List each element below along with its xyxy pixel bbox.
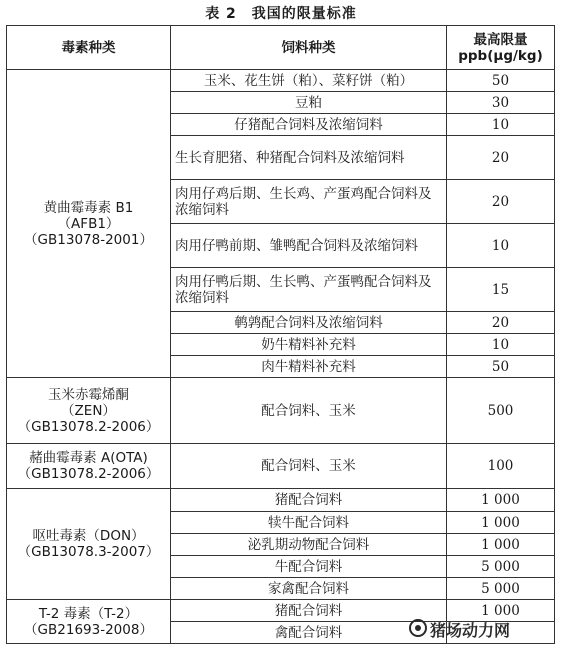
watermark-logo-icon: [408, 618, 428, 638]
table-row: [7, 444, 555, 489]
limit-cell: 20: [447, 312, 555, 334]
feed-cell: 配合饲料、玉米: [171, 378, 447, 444]
header-limit: [447, 26, 555, 70]
header-feed: 饲料种类: [171, 26, 447, 70]
feed-cell: 肉用仔鸭后期、生长鸭、产蛋鸭配合饲料及浓缩饲料: [171, 268, 447, 312]
limit-cell: 10: [447, 334, 555, 356]
toxin-cell-t2: [7, 600, 171, 644]
limit-cell: 30: [447, 92, 555, 114]
limit-cell: 1 000: [447, 512, 555, 534]
feed-cell: 牛配合饲料: [171, 556, 447, 578]
toxin-abbr: （AFB1）: [57, 215, 120, 232]
table-caption: 表 2 我国的限量标准: [205, 6, 357, 22]
toxin-standard: （GB21693-2008）: [24, 621, 153, 638]
limit-cell: 1 000: [447, 534, 555, 556]
toxin-standard: （GB13078.3-2007）: [17, 544, 160, 560]
toxin-standard: （GB13078.2-2006）: [17, 418, 160, 435]
header-limit-line1: 最高限量: [473, 31, 528, 48]
table-row: [7, 489, 555, 512]
table-row: [7, 378, 555, 444]
feed-cell: 奶牛精料补充料: [171, 334, 447, 356]
limit-cell: 20: [447, 136, 555, 180]
toxin-abbr: （ZEN）: [61, 402, 116, 419]
header-row: [7, 26, 555, 70]
limit-cell: 500: [447, 378, 555, 444]
feed-cell: 泌乳期动物配合饲料: [171, 534, 447, 556]
header-toxin: 毒素种类: [7, 26, 171, 70]
feed-cell: 猪配合饲料: [171, 600, 447, 622]
feed-cell: 禽配合饲料: [171, 622, 447, 644]
toxin-cell-don: [7, 489, 171, 600]
limit-cell: 15: [447, 268, 555, 312]
toxin-name: 呕吐毒素（DON）: [32, 528, 145, 544]
feed-cell: 生长育肥猪、种猪配合饲料及浓缩饲料: [171, 136, 447, 180]
toxin-name: 黄曲霉毒素 B1: [43, 199, 134, 216]
toxin-standard: （GB13078.2-2006）: [17, 466, 160, 482]
feed-cell: 肉用仔鸭前期、雏鸭配合饲料及浓缩饲料: [171, 224, 447, 268]
limits-table: [6, 25, 555, 644]
limit-cell: 50: [447, 70, 555, 92]
feed-cell: 肉牛精料补充料: [171, 356, 447, 378]
limit-cell: 5 000: [447, 556, 555, 578]
toxin-name: T-2 毒素（T-2）: [38, 605, 139, 622]
limit-cell: 100: [447, 444, 555, 489]
toxin-cell-zen: [7, 378, 171, 444]
feed-cell: 仔猪配合饲料及浓缩饲料: [171, 114, 447, 136]
limit-cell: 10: [447, 114, 555, 136]
feed-cell: 家禽配合饲料: [171, 578, 447, 600]
limit-cell: 10: [447, 224, 555, 268]
limit-cell: 5 000: [447, 578, 555, 600]
toxin-standard: （GB13078-2001）: [24, 231, 153, 248]
feed-cell: 豆粕: [171, 92, 447, 114]
watermark-text: 猪场动力网: [430, 621, 511, 640]
table-row: [7, 70, 555, 92]
feed-cell: 肉用仔鸡后期、生长鸡、产蛋鸡配合饲料及浓缩饲料: [171, 180, 447, 224]
limit-cell: 1 000: [447, 600, 555, 622]
toxin-cell-afb1: [7, 70, 171, 378]
limit-cell: 20: [447, 180, 555, 224]
feed-cell: 配合饲料、玉米: [171, 444, 447, 489]
feed-cell: 犊牛配合饲料: [171, 512, 447, 534]
feed-cell: 鹌鹑配合饲料及浓缩饲料: [171, 312, 447, 334]
toxin-cell-ota: [7, 444, 171, 489]
feed-cell: 玉米、花生饼（粕）、菜籽饼（粕）: [171, 70, 447, 92]
limit-cell: 1 000: [447, 489, 555, 512]
feed-cell: 猪配合饲料: [171, 489, 447, 512]
toxin-name: 赭曲霉毒素 A(OTA): [29, 450, 148, 466]
limit-cell: 50: [447, 356, 555, 378]
header-limit-line2: ppb(μg/kg): [458, 47, 543, 64]
toxin-name: 玉米赤霉烯酮: [48, 386, 129, 403]
